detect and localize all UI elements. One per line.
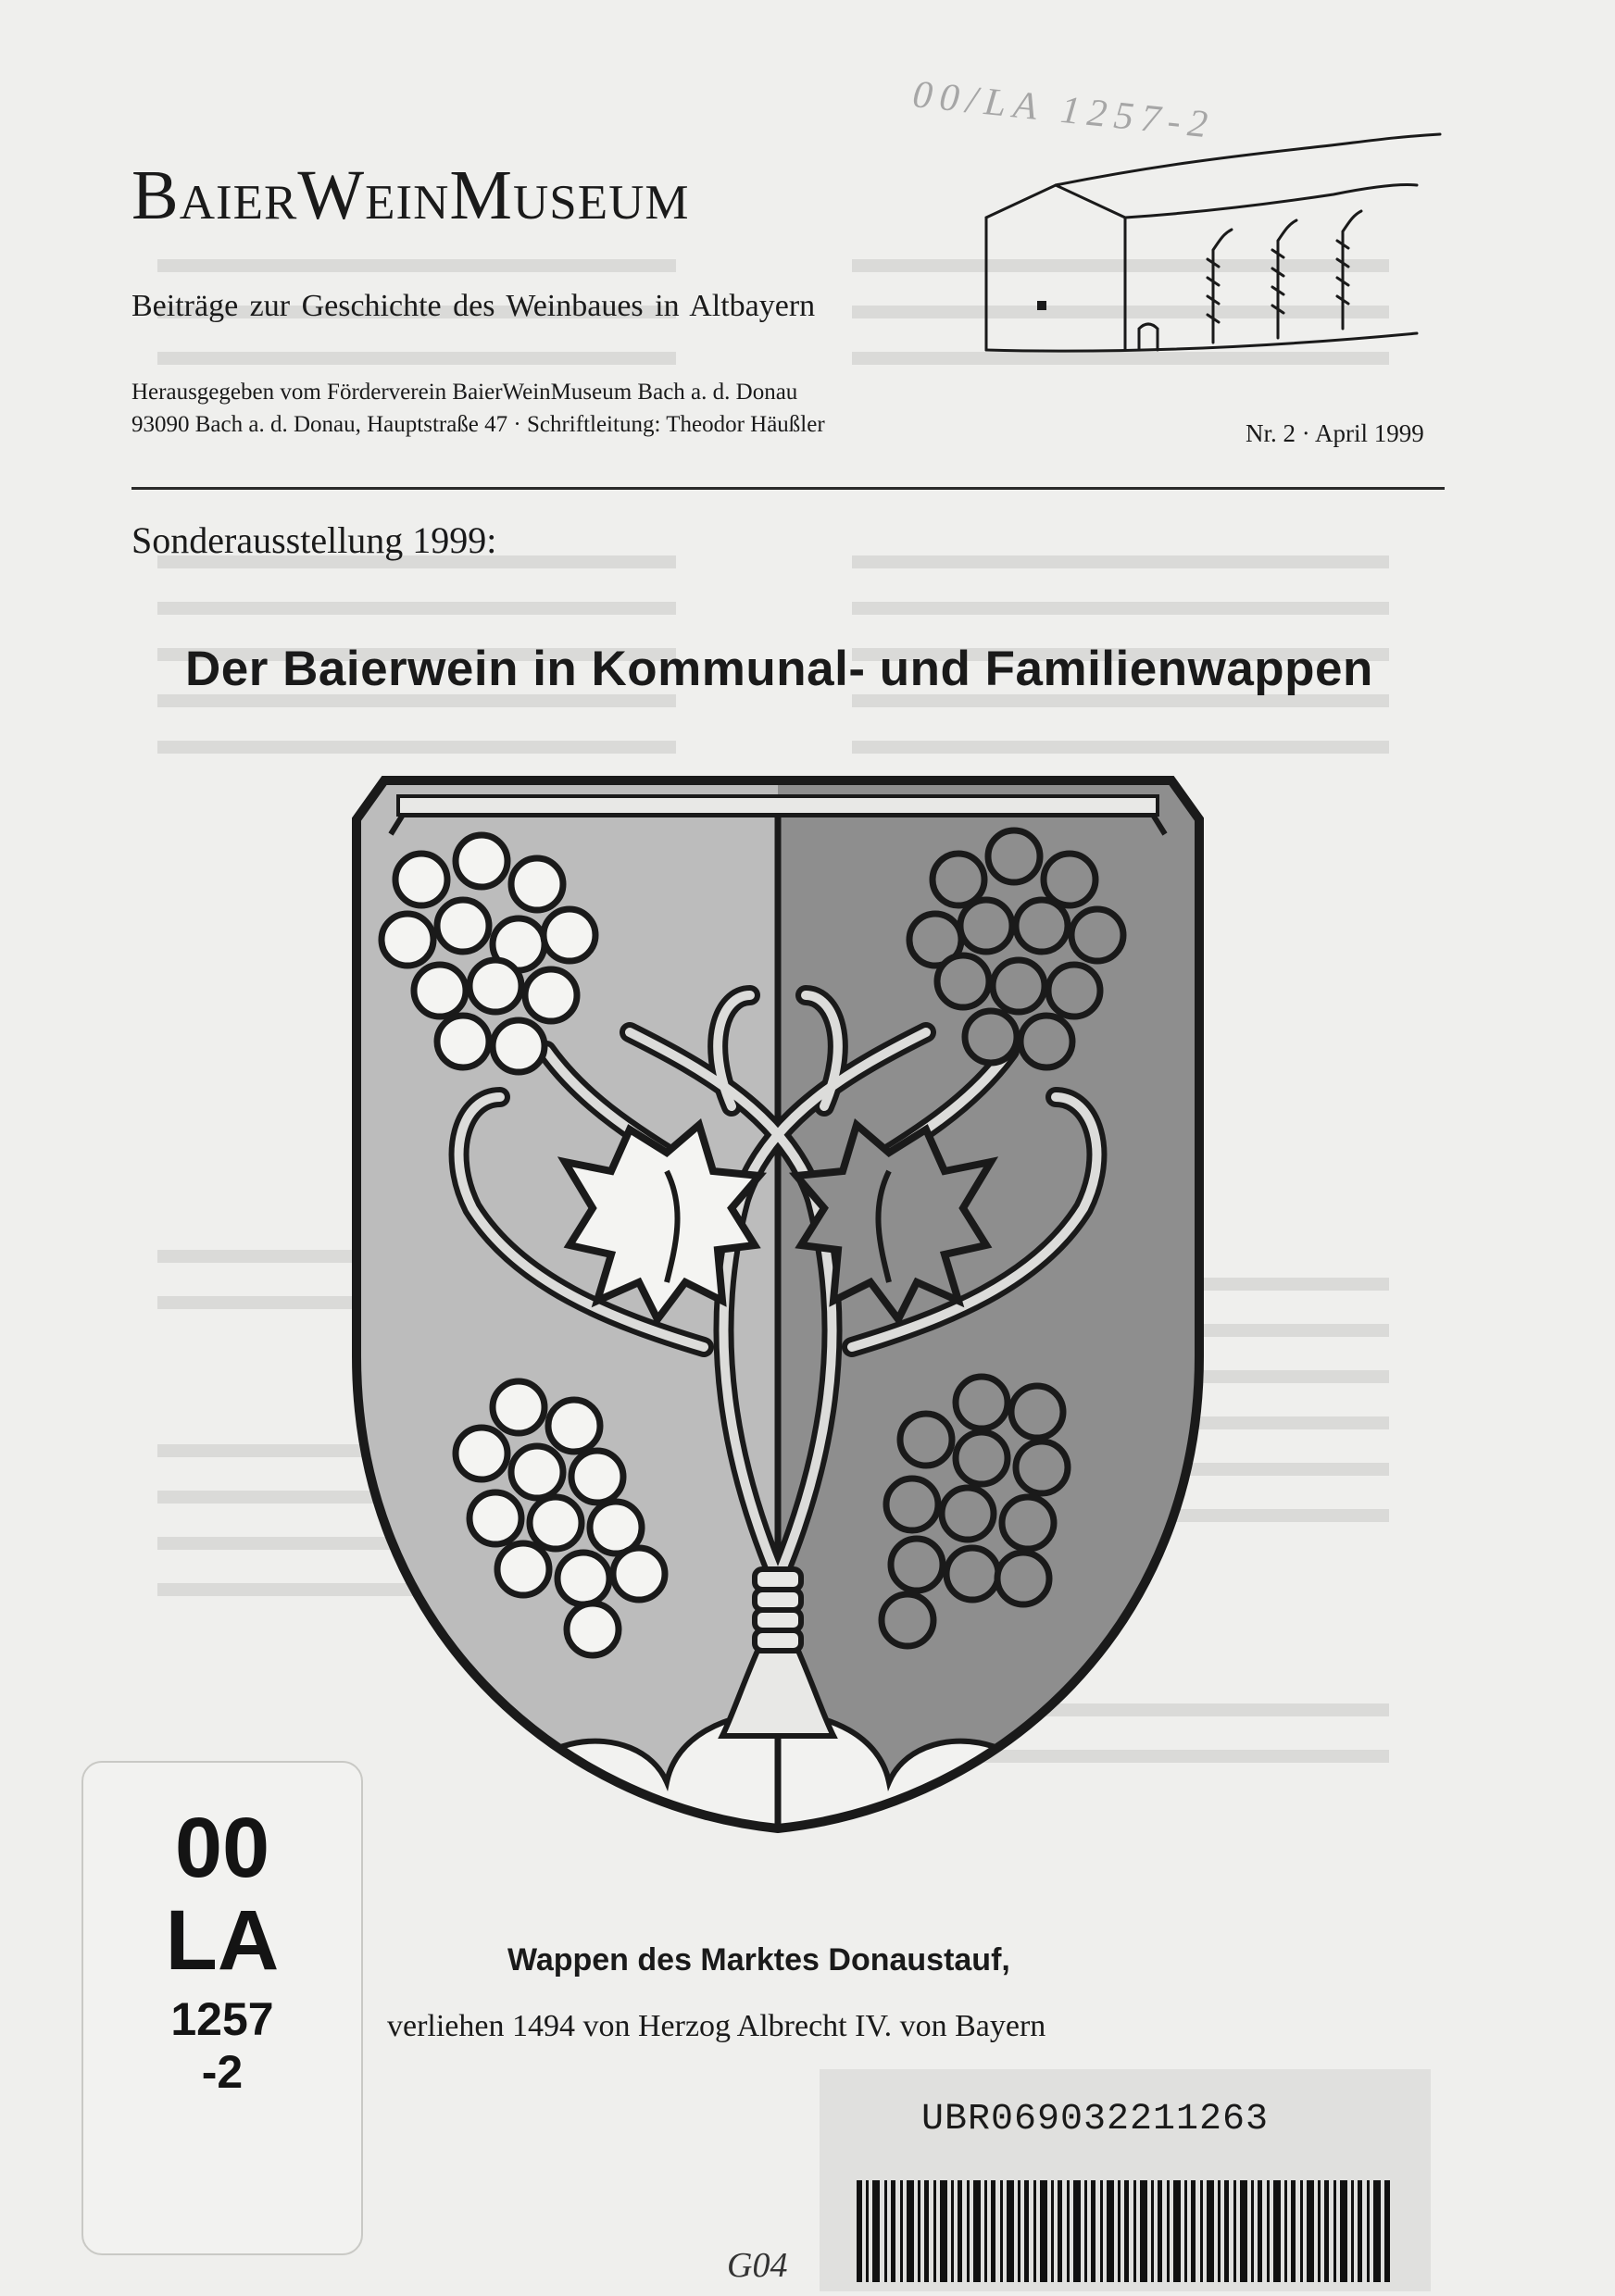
museum-logo-icon	[982, 130, 1445, 370]
exhibition-label: Sonderausstellung 1999:	[131, 519, 497, 561]
series-subtitle: Beiträge zur Geschichte des Weinbaues in Altbayern	[131, 289, 816, 323]
handwritten-shelfmark: 00/LA 1257-2	[910, 73, 1217, 147]
coat-of-arms-donaustauf	[333, 764, 1222, 1856]
signature-line-4: -2	[201, 2046, 244, 2098]
signature-line-3: 1257	[170, 1993, 274, 2045]
barcode-number: UBR069032211263	[921, 2099, 1270, 2140]
signature-line-1: 00	[174, 1801, 270, 1895]
publisher-line-2: 93090 Bach a. d. Donau, Hauptstraße 47 · Schriftleitung: Theodor Häußler	[131, 412, 825, 437]
figure-caption-text: verliehen 1494 von Herzog Albrecht IV. von Bayern	[387, 2009, 1046, 2043]
header-rule	[131, 487, 1445, 490]
exhibition-title: Der Baierwein in Kommunal- und Familienwappen	[185, 642, 1373, 696]
issue-number: Nr. 2 · April 1999	[1246, 419, 1424, 447]
library-signature-label	[81, 1761, 363, 2255]
publisher-line-1: Herausgegeben vom Förderverein BaierWeinMuseum Bach a. d. Donau	[131, 380, 798, 405]
handwritten-number: G04	[727, 2246, 788, 2285]
figure-caption-title: Wappen des Marktes Donaustauf,	[507, 1942, 1010, 1978]
masthead-title: BaierWeinMuseum	[131, 156, 690, 234]
signature-line-2: LA	[165, 1893, 280, 1988]
barcode-sticker	[820, 2069, 1431, 2291]
barcode-bars	[857, 2180, 1394, 2282]
